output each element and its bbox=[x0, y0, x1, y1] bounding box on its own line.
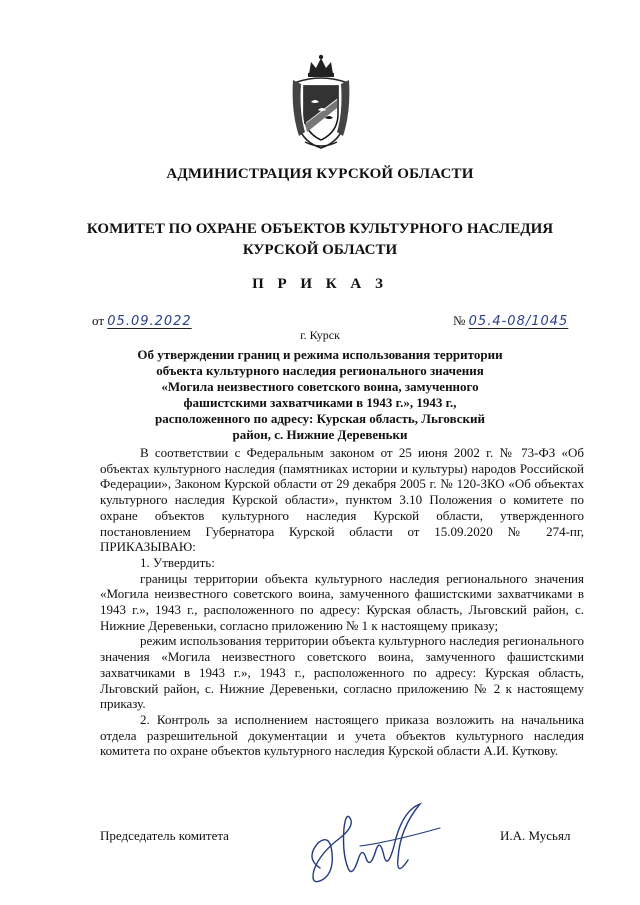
order-body bbox=[100, 445, 584, 759]
coat-of-arms-icon bbox=[291, 52, 351, 152]
date-value: 05.09.2022 bbox=[107, 314, 192, 329]
order-date bbox=[92, 313, 192, 329]
order-number bbox=[453, 313, 568, 329]
committee-title-line-1: КОМИТЕТ ПО ОХРАНЕ ОБЪЕКТОВ КУЛЬТУРНОГО НАСЛЕДИЯ bbox=[86, 221, 554, 237]
preamble-paragraph: В соответствии с Федеральным законом от 25 июня 2002 г. № 73-ФЗ «Об объектах культурного наследия (памятниках истории и культуры) народов Российской Федерации», Законом Курской области от 29 декабря 2005 г. № 120-ЗКО «Об объектах культурного наследия Курской области», пунктом 3.10 Положения о комитете по охране объектов культурного наследия Курской области, утвержденного постановлением Губернатора Курской области от 15.09.2020 № 274-пг, ПРИКАЗЫВАЮ: bbox=[100, 445, 584, 555]
signature-icon bbox=[300, 798, 450, 890]
signatory-position: Председатель комитета bbox=[100, 828, 229, 843]
document-type: П Р И К А З bbox=[252, 276, 388, 292]
order-subject: Об утверждении границ и режима использования территории объекта культурного наследия регионального значения «Могила неизвестного советского воина, замученного фашистскими захватчиками в 1943 г.», 1943 г., расположенного по адресу: Курская область, Льговский район, с. Нижние Деревеньки bbox=[137, 347, 503, 442]
committee-title bbox=[0, 219, 640, 261]
item-2-paragraph: 2. Контроль за исполнением настоящего приказа возложить на начальника отдела разрешительной документации и учета объектов культурного наследия комитета по охране объектов культурного наследия Курской области А.И. Куткову. bbox=[100, 711, 584, 759]
date-prefix: от bbox=[92, 313, 105, 328]
city: г. Курск bbox=[300, 328, 340, 342]
number-value: 05.4-08/1045 bbox=[468, 314, 569, 329]
item-1-a-paragraph: границы территории объекта культурного наследия регионального значения «Могила неизвестного советского воина, замученного фашистскими захватчиками в 1943 г.», 1943 г., расположенного по адресу: Курская область, Льговский район, с. Нижние Деревеньки, согласно приложению № 1 к настоящему приказу; bbox=[100, 570, 584, 633]
committee-title-line-2: КУРСКОЙ ОБЛАСТИ bbox=[242, 242, 398, 258]
administration-title: АДМИНИСТРАЦИЯ КУРСКОЙ ОБЛАСТИ bbox=[166, 166, 474, 182]
item-1-title: 1. Утвердить: bbox=[140, 554, 215, 570]
signer-name: И.А. Мусьял bbox=[500, 828, 571, 843]
number-prefix: № bbox=[453, 313, 466, 328]
item-1-b-paragraph: режим использования территории объекта культурного наследия регионального значения «Могила неизвестного советского воина, замученного фашистскими захватчиками в 1943 г.», 1943 г., расположенного по адресу: Курская область, Льговский район, с. Нижние Деревеньки, согласно приложению № 2 к настоящему приказу. bbox=[100, 633, 584, 712]
